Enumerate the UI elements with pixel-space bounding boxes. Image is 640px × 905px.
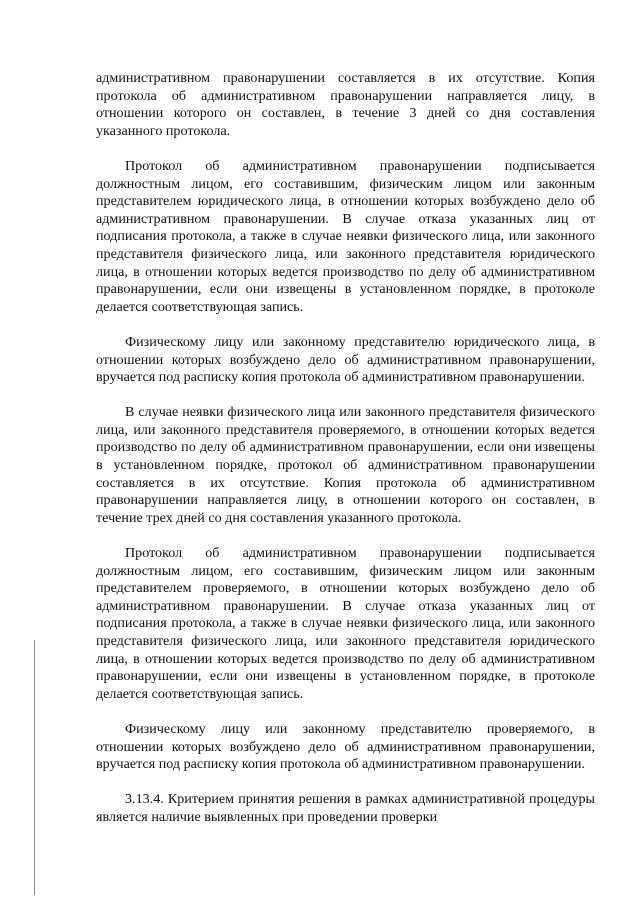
margin-rule bbox=[34, 640, 35, 895]
paragraph-6: Физическому лицу или законному представителю проверяемого, в отношении которых возбуждено дело об административном правонарушении, вручается под расписку копия протокола об административном правонарушении. bbox=[96, 720, 595, 773]
paragraph-2: Протокол об административном правонарушении подписывается должностным лицом, его составившим, физическим лицом или законным представителем юридического лица, в отношении которых возбуждено дело об административном правонарушении. В случае отказа указанных лиц от подписания протокола, а также в случае неявки физического лица, или законного представителя физического лица, или законного представителя юридического лица, в отношении которых ведется производство по делу об административном правонарушении, если они извещены в установленном порядке, в протоколе делается соответствующая запись. bbox=[96, 157, 595, 315]
paragraph-5: Протокол об административном правонарушении подписывается должностным лицом, его составившим, физическим лицом или законным представителем проверяемого, в отношении которых возбуждено дело об административном правонарушении. В случае отказа указанных лиц от подписания протокола, а также в случае неявки физического лица, или законного представителя физического лица, или законного представителя юридического лица, в отношении которых ведется производство по делу об административном правонарушении, если они извещены в установленном порядке, в протоколе делается соответствующая запись. bbox=[96, 545, 595, 702]
paragraph-7: 3.13.4. Критерием принятия решения в рамках административной процедуры является наличие выявленных при проведении проверки bbox=[96, 791, 595, 825]
paragraph-1: административном правонарушении составляется в их отсутствие. Копия протокола об административном правонарушении направляется лицу, в отношении которого он составлен, в течение 3 дней со дня составления указанного протокола. bbox=[96, 70, 595, 139]
paragraph-3: Физическому лицу или законному представителю юридического лица, в отношении которых возбуждено дело об административном правонарушении, вручается под расписку копия протокола об административном правонарушении. bbox=[96, 333, 595, 386]
paragraph-4: В случае неявки физического лица или законного представителя физического лица, или законного представителя проверяемого, в отношении которых ведется производство по делу об административном правонарушении, если они извещены в установленном порядке, протокол об административном правонарушении составляется в их отсутствие. Копия протокола об административном правонарушении направляется лицу, в отношении которого он составлен, в течение трех дней со дня составления указанного протокола. bbox=[96, 404, 595, 526]
document-body bbox=[96, 70, 595, 827]
